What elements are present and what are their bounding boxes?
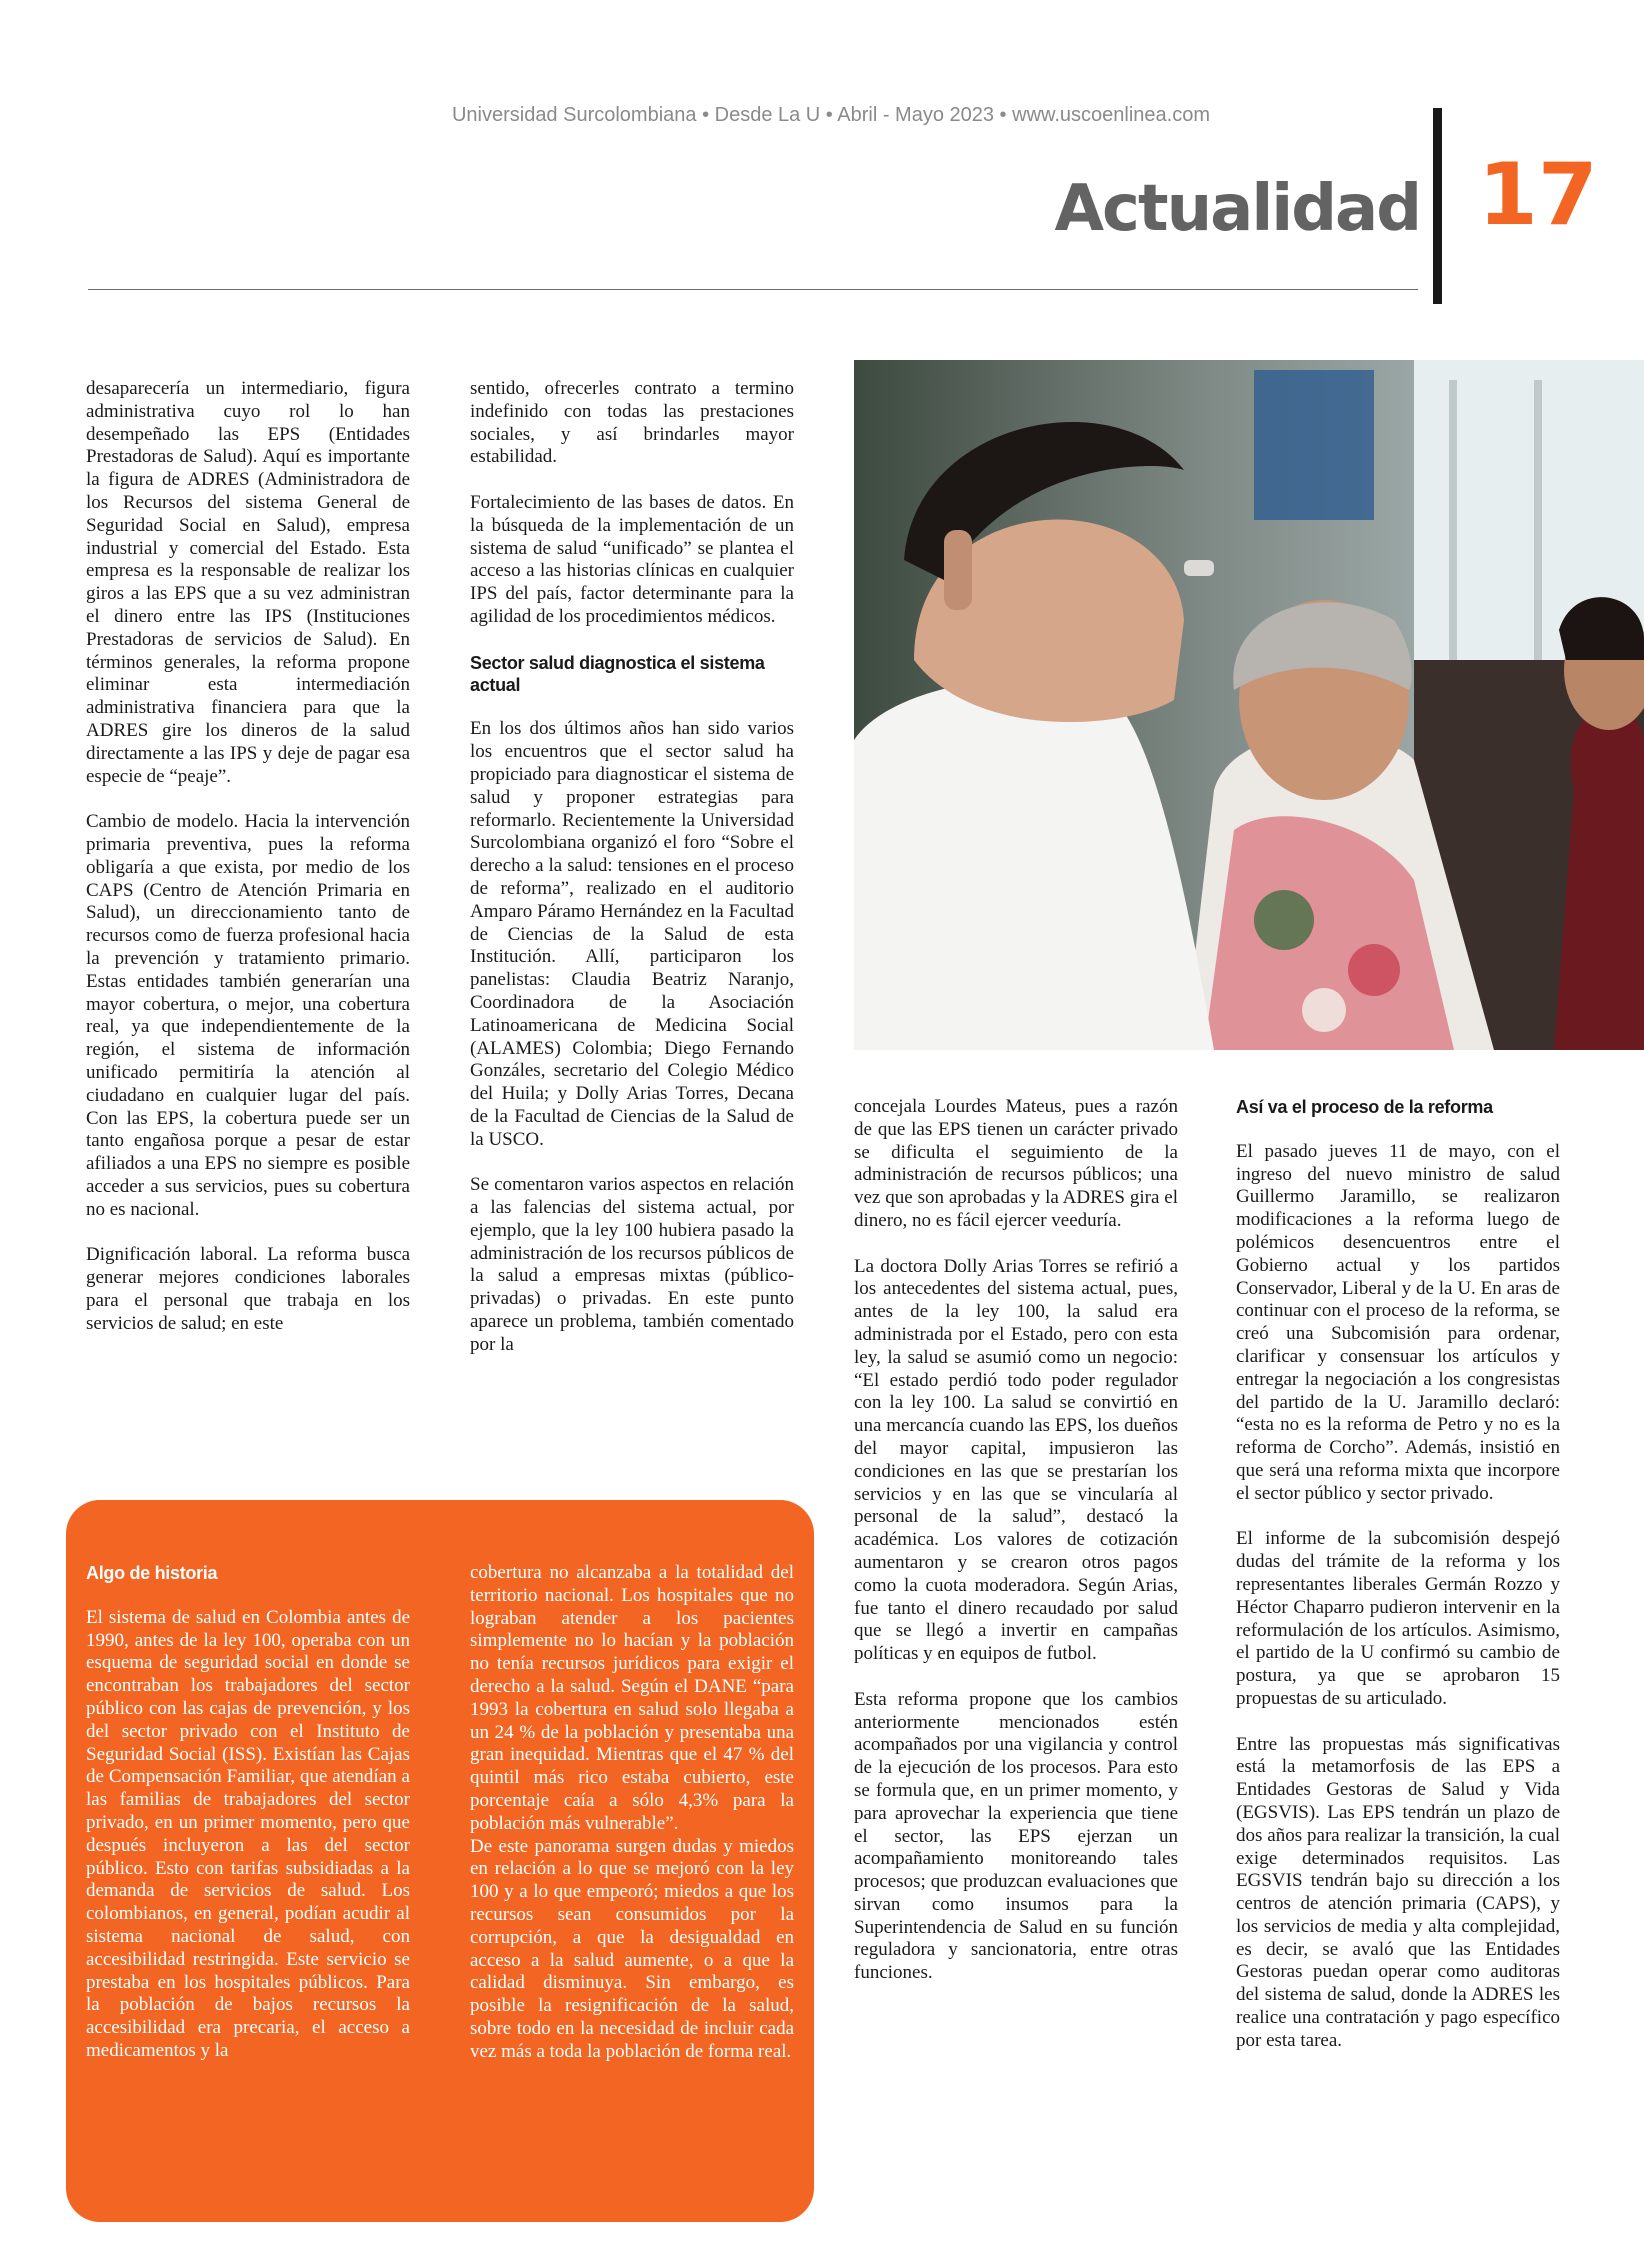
paragraph: sentido, ofrecerles contrato a termino indefinido con todas las prestaciones sociales, y así brindarles mayor estabilidad. xyxy=(470,378,794,468)
header-divider-bar xyxy=(1433,108,1442,304)
paragraph: El pasado jueves 11 de mayo, con el ingreso del nuevo ministro de salud Guillermo Jaramillo, se realizaron modificaciones a la reforma luego de polémicos desencuentros entre el Gobierno actual y los partidos Conservador, Liberal y de la U. En aras de continuar con el proceso de la reforma, se creó una Subcomisión para ordenar, clarificar y consensuar los artículos y entregar la negociación a los congresistas del partido de la U. Jaramillo declaró: “esta no es la reforma de Petro y no es la reforma de Corcho”. Además, insistió en que será una reforma mixta que incorpore el sector público y sector privado. xyxy=(1236,1140,1560,1504)
paragraph: En los dos últimos años han sido varios los encuentros que el sector salud ha propiciado para diagnosticar el sistema de salud y proponer estrategias para reformarlo. Recientemente la Universidad Surcolombiana organizó el foro “Sobre el derecho a la salud: tensiones en el proceso de reforma”, realizado en el auditorio Amparo Páramo Hernández en la Facultad de Ciencias de la Salud de esta Institución. Allí, participaron los panelistas: Claudia Beatriz Naranjo, Coordinadora de la Asociación Latinoamericana de Medicina Social (ALAMES) Colombia; Diego Fernando Gonzáles, secretario del Colegio Médico del Huila; y Dolly Arias Torres, Decana de la Facultad de Ciencias de la Salud de la USCO. xyxy=(470,718,794,1150)
paragraph: De este panorama surgen dudas y miedos en relación a lo que se mejoró con la ley 100 y a lo que empeoró; miedos a que los recursos sean consumidos por la corrupción, a que la desigualdad en acceso a la salud aumente, o a que la calidad disminuya. Sin embargo, es posible la resignificación de la salud, sobre todo en la necesidad de incluir cada vez más a toda la población de forma real. xyxy=(470,1835,794,2062)
history-column-1 xyxy=(86,1562,410,2063)
article-column-4 xyxy=(1236,1096,1560,2053)
paragraph: Cambio de modelo. Hacia la intervención primaria preventiva, pues la reforma obligaría a que exista, por medio de los CAPS (Centro de Atención Primaria en Salud), un direccionamiento tanto de recursos como de fuerza profesional hacia la prevención y tratamiento primario. Estas entidades también generarían una mayor cobertura, o mejor, una cobertura real, ya que independientemente de la región, el sistema de información unificado permitiría la atención al ciudadano en cualquier lugar del país. Con las EPS, la cobertura puede ser un tanto engañosa porque a pesar de estar afiliados a una EPS no siempre es posible acceder a sus servicios, pues su cobertura no es nacional. xyxy=(86,811,410,1220)
article-column-2 xyxy=(470,378,794,1357)
history-column-2 xyxy=(470,1562,794,2064)
publication-header-line: Universidad Surcolombiana • Desde La U • Abril - Mayo 2023 • www.uscoenlinea.com xyxy=(451,104,1210,126)
article-column-3 xyxy=(854,1096,1178,1985)
subheading: Así va el proceso de la reforma xyxy=(1236,1097,1493,1117)
audience-photo xyxy=(854,360,1644,1050)
header-rule xyxy=(88,289,1418,290)
paragraph: Fortalecimiento de las bases de datos. En la búsqueda de la implementación de un sistema de salud “unificado” se plantea el acceso a las historias clínicas en cualquier IPS del país, factor determinante para la agilidad de los procedimientos médicos. xyxy=(470,491,794,627)
page-number: 17 xyxy=(1478,145,1598,245)
paragraph: Esta reforma propone que los cambios anteriormente mencionados estén acompañados por una vigilancia y control de la ejecución de los procesos. Para esto se formula que, en un primer momento, y para aprovechar la experiencia que tiene el sector, las EPS ejerzan un acompañamiento monitoreando tales procesos; que produzcan evaluaciones que sirvan como insumos para la Superintendencia de Salud en su función reguladora y sancionatoria, entre otras funciones. xyxy=(854,1688,1178,1984)
paragraph: La doctora Dolly Arias Torres se refirió a los antecedentes del sistema actual, pues, antes de la ley 100, la salud era administrada por el Estado, pero con esta ley, la salud se asumió como un negocio: “El estado perdió todo poder regulador con la ley 100. La salud se convirtió en una mercancía cuando las EPS, los dueños del mayor capital, impusieron las condiciones en las que se prestarían los servicios y en las que se vincularía al personal de la salud”, destacó la académica. Los valores de cotización aumentaron y se crearon otros pagos como la cuota moderadora. Según Arias, fue tanto el dinero recaudado por salud que se llegó a invertir en campañas políticas y en equipos de futbol. xyxy=(854,1255,1178,1665)
paragraph: Dignificación laboral. La reforma busca generar mejores condiciones laborales para el personal que trabaja en los servicios de salud; en este xyxy=(86,1244,410,1334)
subheading: Sector salud diagnostica el sistema actual xyxy=(470,652,765,695)
article-column-1 xyxy=(86,378,410,1335)
paragraph: El sistema de salud en Colombia antes de 1990, antes de la ley 100, operaba con un esquema de seguridad social en donde se encontraban los trabajadores del sector público con las cajas de prevención, y los del sector privado con el Instituto de Seguridad Social (ISS). Existían las Cajas de Compensación Familiar, que atendían a las familias de trabajadores del sector privado, en un primer momento, pero que después incluyeron a las del sector público. Esto con tarifas subsidiadas a la demanda de servicios de salud. Los colombianos, en general, podían acudir al sistema nacional de salud, con accesibilidad restringida. Este servicio se prestaba en los hospitales públicos. Para la población de bajos recursos la accesibilidad era precaria, el acceso a medicamentos y la xyxy=(86,1606,410,2061)
paragraph: El informe de la subcomisión despejó dudas del trámite de la reforma y los representantes liberales Germán Rozzo y Héctor Chaparro pudieron intervenir en la reformulación de los artículos. Asimismo, el partido de la U confirmó su cambio de postura, ya que se aprobaron 15 propuestas de su articulado. xyxy=(1236,1528,1560,1709)
history-sidebar-box xyxy=(66,1500,814,2222)
history-heading: Algo de historia xyxy=(86,1563,218,1583)
paragraph: concejala Lourdes Mateus, pues a razón de que las EPS tienen un carácter privado se dificulta el seguimiento de la administración de recursos públicos; una vez que son aprobadas y la ADRES gira el dinero, no es fácil ejercer veeduría. xyxy=(854,1096,1178,1231)
paragraph: Entre las propuestas más significativas está la metamorfosis de las EPS a Entidades Gestoras de Salud y Vida (EGSVIS). Las EPS tendrán un plazo de dos años para realizar la transición, la cual exige determinados requisitos. Las EGSVIS tendrán bajo su dirección a los centros de atención primaria (CAPS), y los servicios de media y alta complejidad, es decir, se avaló que las Entidades Gestoras puedan operar como auditoras del sistema de salud, donde la ADRES les realice una contratación y pago específico por esta tarea. xyxy=(1236,1733,1560,2051)
paragraph: desaparecería un intermediario, figura administrativa cuyo rol lo han desempeñado las EPS (Entidades Prestadoras de Salud). Aquí es importante la figura de ADRES (Administradora de los Recursos del sistema General de Seguridad Social en Salud), empresa industrial y comercial del Estado. Esta empresa es la responsable de realizar los giros a las EPS que a su vez administran el dinero entre las IPS (Instituciones Prestadoras de servicios de Salud). En términos generales, la reforma propone eliminar esta intermediación administrativa financiera para que la ADRES gire los dineros de la salud directamente a las IPS y deje de pagar esa especie de “peaje”. xyxy=(86,378,410,787)
section-title: Actualidad xyxy=(1054,172,1420,246)
paragraph: Se comentaron varios aspectos en relación a las falencias del sistema actual, por ejemplo, que la ley 100 hubiera pasado la administración de los recursos públicos de la salud a empresas mixtas (público-privadas) o privadas. En este punto aparece un problema, también comentado por la xyxy=(470,1174,794,1355)
paragraph: cobertura no alcanzaba a la totalidad del territorio nacional. Los hospitales que no lograban atender a los pacientes simplemente no lo hacían y la población no tenía recursos jurídicos para exigir el derecho a la salud. Según el DANE “para 1993 la cobertura en salud solo llegaba a un 24 % de la población y presentaba una gran inequidad. Mientras que el 47 % del quintil más rico estaba cubierto, este porcentaje caía a sólo 4,3% para la población más vulnerable”. xyxy=(470,1562,794,1834)
photo-of-audience-icon xyxy=(854,360,1644,1050)
